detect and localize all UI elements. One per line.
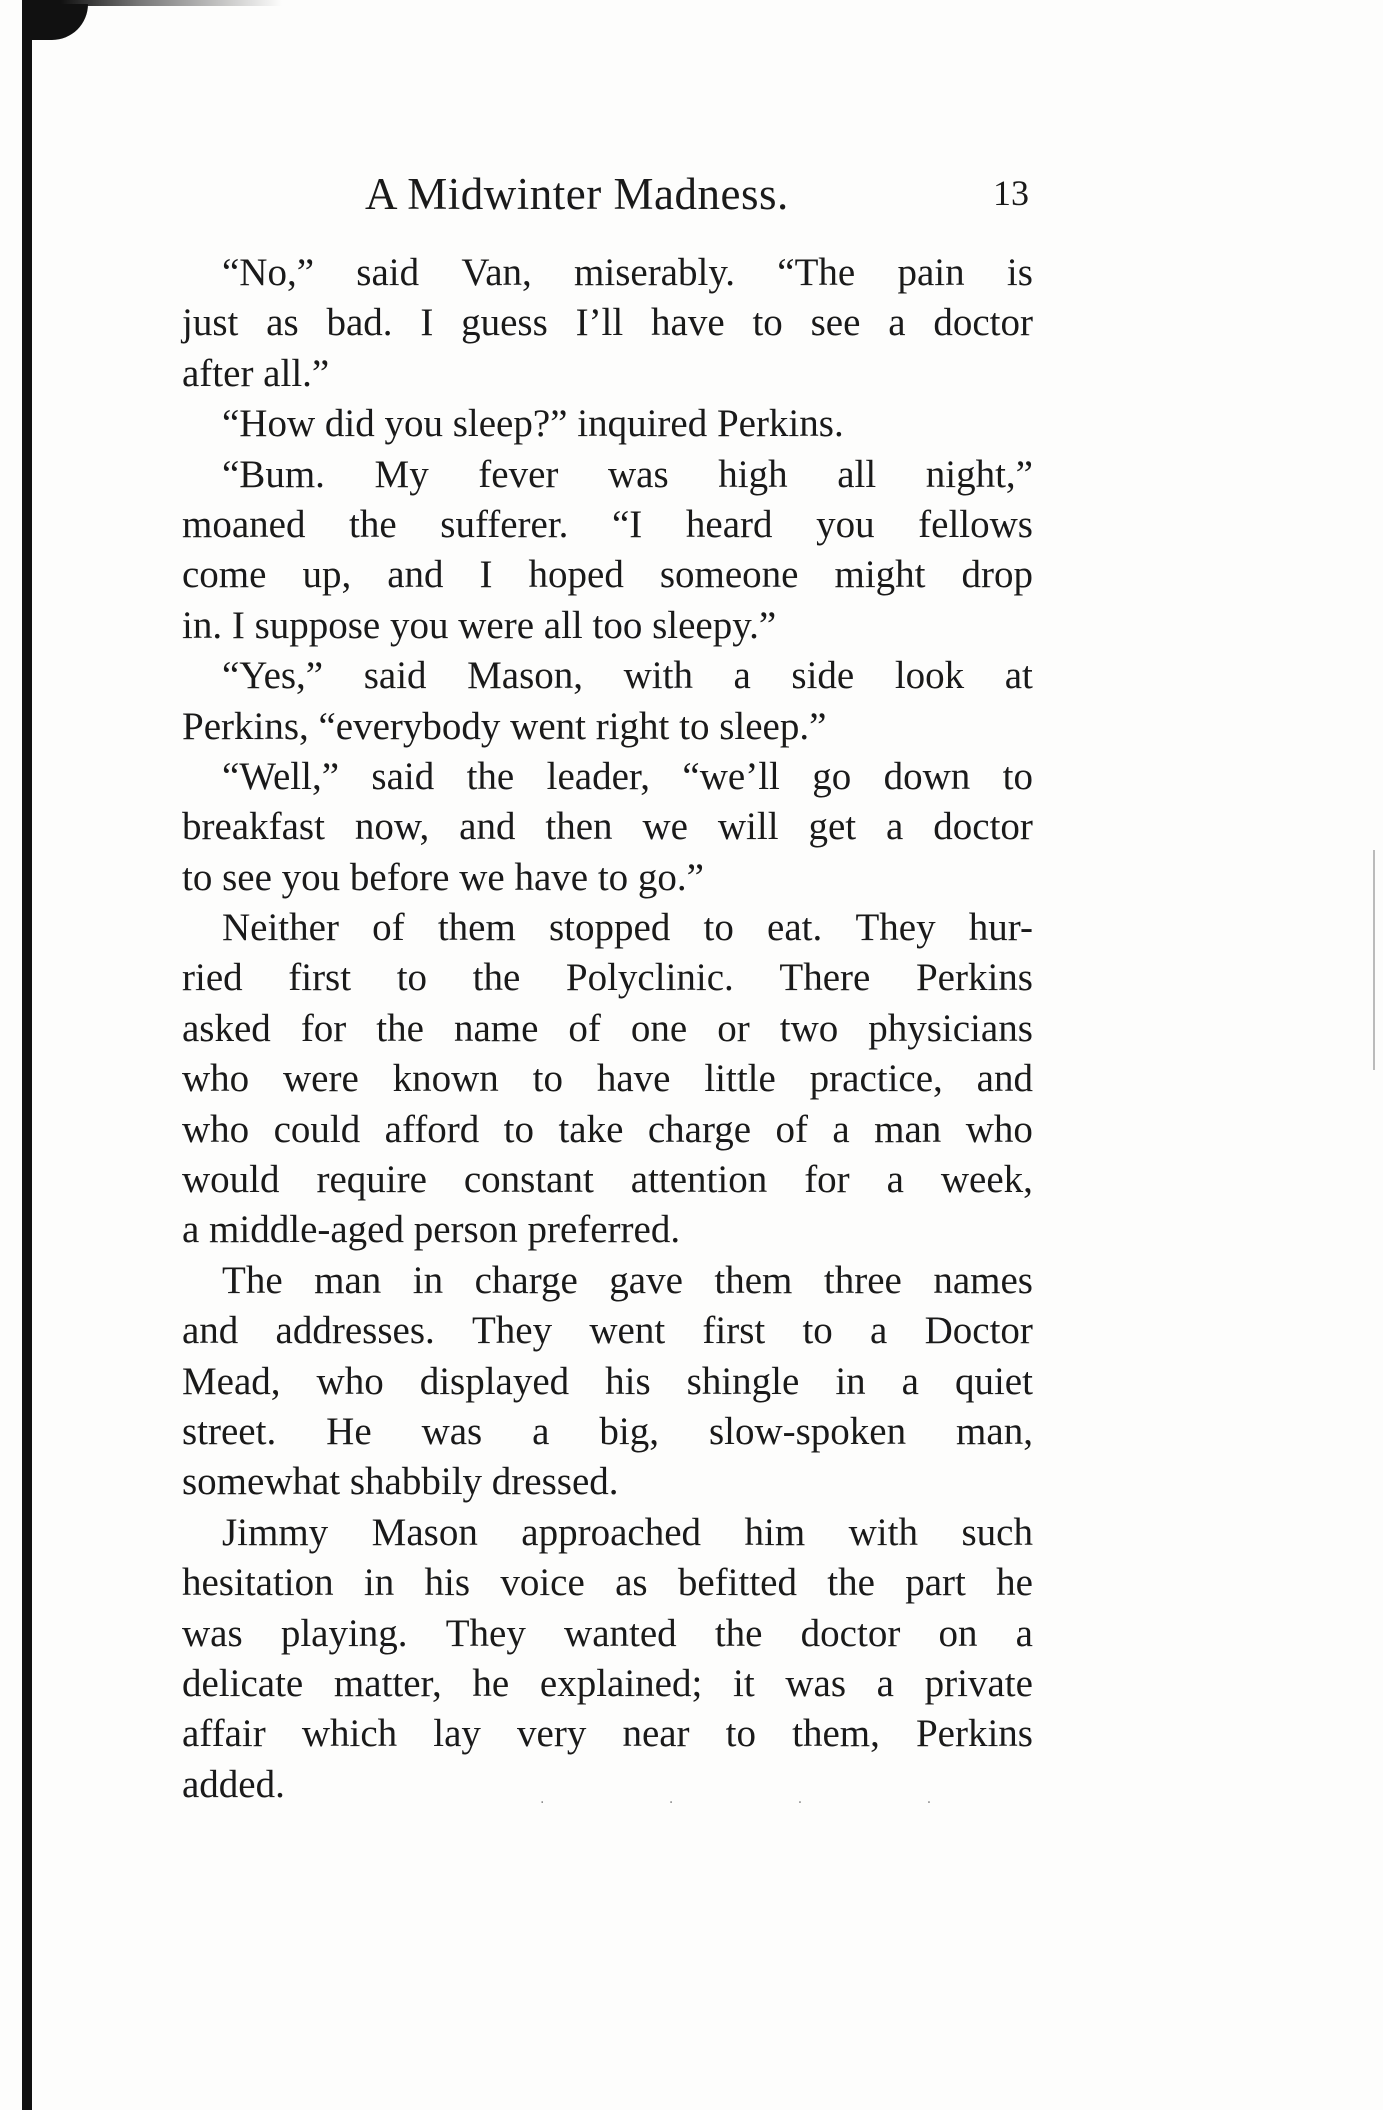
word: Van,	[461, 251, 532, 294]
word: constant	[463, 1158, 594, 1202]
text-line: in. I suppose you were all too sleepy.”	[182, 603, 777, 647]
word: was	[182, 1611, 243, 1655]
word: and	[182, 1309, 239, 1353]
word: Jimmy	[222, 1510, 329, 1554]
word: a	[886, 1158, 904, 1202]
word: stopped	[549, 906, 671, 950]
word: Perkins	[915, 956, 1033, 1000]
word: man	[314, 1258, 382, 1302]
word: have	[596, 1057, 671, 1101]
word: a	[886, 805, 904, 849]
text-line	[182, 450, 1033, 500]
word: doctor	[800, 1611, 901, 1655]
word: look	[894, 654, 965, 698]
word: They	[855, 906, 936, 950]
word: doctor	[933, 805, 1033, 849]
word: “Yes,”	[222, 654, 324, 698]
word: bad.	[326, 301, 393, 345]
word: Doctor	[924, 1309, 1033, 1353]
word: or	[717, 1006, 750, 1050]
word: a	[901, 1359, 919, 1403]
text-line: a middle-aged person preferred.	[182, 1208, 681, 1252]
word: “Well,”	[222, 754, 340, 798]
word: the	[466, 754, 515, 798]
text-line: somewhat shabbily dressed.	[182, 1460, 619, 1504]
binding-edge	[22, 0, 32, 2110]
word: and	[459, 805, 516, 849]
word: someone	[659, 553, 799, 597]
word: voice	[500, 1561, 585, 1605]
word: The	[222, 1258, 283, 1302]
word: of	[568, 1006, 601, 1050]
word: gave	[609, 1258, 683, 1302]
word: breakfast	[182, 805, 325, 849]
word: ried	[182, 956, 243, 1000]
word: come	[182, 553, 267, 597]
word: is	[1006, 251, 1033, 294]
word: we	[642, 805, 688, 849]
word: to	[503, 1107, 535, 1151]
word: asked	[182, 1006, 271, 1050]
word: to	[725, 1712, 756, 1756]
text-line	[182, 1105, 1033, 1155]
text-line	[182, 1407, 1033, 1457]
word: affair	[182, 1712, 266, 1756]
word: in	[363, 1561, 395, 1605]
word: went	[589, 1309, 666, 1353]
text-line	[182, 248, 1033, 298]
word: in	[835, 1359, 866, 1403]
word: who	[182, 1107, 250, 1151]
word: of	[775, 1107, 808, 1151]
word: They	[445, 1611, 526, 1655]
text-line: to see you before we have to go.”	[182, 855, 704, 899]
word: who	[965, 1107, 1033, 1151]
word: such	[961, 1510, 1033, 1554]
word: side	[791, 654, 855, 698]
word: go	[812, 754, 852, 798]
word: see	[810, 301, 861, 345]
word: pain	[897, 251, 965, 294]
word: near	[622, 1712, 690, 1756]
running-head-title: A Midwinter Madness.	[365, 169, 789, 219]
word: practice,	[809, 1057, 943, 1101]
word: were	[283, 1057, 359, 1101]
word: Mead,	[182, 1359, 281, 1403]
word: in	[412, 1258, 444, 1302]
word: require	[316, 1158, 427, 1202]
word: down	[883, 754, 971, 798]
word: was	[608, 452, 669, 496]
word: for	[804, 1158, 850, 1202]
word: would	[182, 1158, 280, 1202]
word: quiet	[954, 1359, 1033, 1403]
word: a	[888, 301, 906, 345]
word: the	[376, 1006, 424, 1050]
word: a	[733, 654, 751, 698]
text-line	[182, 298, 1033, 348]
body-text	[182, 248, 1033, 1810]
word: big,	[599, 1409, 660, 1453]
word: names	[933, 1258, 1033, 1302]
word: Mason,	[467, 654, 584, 698]
text-line	[182, 550, 1033, 600]
word: who	[316, 1359, 384, 1403]
word: I	[420, 301, 434, 345]
word: him	[744, 1510, 806, 1554]
word: “Bum.	[222, 452, 325, 496]
word: all	[837, 452, 877, 496]
word: two	[779, 1006, 839, 1050]
word: high	[718, 452, 788, 496]
text-line	[182, 953, 1033, 1003]
word: three	[823, 1258, 902, 1302]
text-line	[182, 500, 1033, 550]
text-line	[182, 752, 1033, 802]
word: “The	[777, 251, 856, 294]
word: he	[996, 1561, 1033, 1605]
word: “No,”	[222, 251, 315, 294]
word: displayed	[419, 1359, 570, 1403]
word: said	[356, 251, 420, 294]
word: He	[326, 1409, 372, 1453]
text-line: added.	[182, 1762, 285, 1806]
text-line	[182, 1609, 1033, 1659]
word: who	[182, 1057, 250, 1101]
text-line: Perkins, “everybody went right to sleep.”	[182, 704, 827, 748]
word: hur-	[968, 906, 1033, 950]
word: the	[827, 1561, 875, 1605]
word: you	[816, 502, 875, 546]
word: guess	[461, 301, 548, 345]
word: very	[517, 1712, 587, 1756]
word: the	[714, 1611, 763, 1655]
word: afford	[384, 1107, 480, 1151]
word: name	[453, 1006, 539, 1050]
word: hesitation	[182, 1561, 334, 1605]
word: I’ll	[575, 301, 624, 345]
word: his	[424, 1561, 471, 1605]
word: he	[472, 1661, 510, 1705]
word: heard	[685, 502, 773, 546]
word: with	[623, 654, 693, 698]
text-line	[182, 1054, 1033, 1104]
word: might	[834, 553, 926, 597]
word: lay	[433, 1712, 481, 1756]
word: moaned	[182, 502, 306, 546]
word: a	[876, 1661, 894, 1705]
word: with	[848, 1510, 918, 1554]
word: to	[1002, 754, 1033, 798]
text-line: after all.”	[182, 351, 330, 395]
word: them	[714, 1258, 793, 1302]
word: charge	[474, 1258, 578, 1302]
word: the	[472, 956, 521, 1000]
word: on	[938, 1611, 978, 1655]
word: playing.	[280, 1611, 408, 1655]
word: part	[905, 1561, 966, 1605]
word: first	[288, 956, 352, 1000]
word: hoped	[528, 553, 624, 597]
print-specks: · · · ·	[540, 1795, 992, 1811]
word: was	[421, 1409, 483, 1453]
word: fellows	[918, 502, 1033, 546]
word: then	[545, 805, 613, 849]
word: street.	[182, 1409, 277, 1453]
word: to	[532, 1057, 563, 1101]
word: for	[300, 1006, 347, 1050]
word: night,”	[925, 452, 1033, 496]
word: man	[874, 1107, 942, 1151]
page-number: 13	[993, 173, 1029, 213]
text-line	[182, 651, 1033, 701]
word: and	[387, 553, 444, 597]
word: one	[630, 1006, 688, 1050]
text-line	[182, 1508, 1033, 1558]
word: get	[808, 805, 857, 849]
word: them,	[792, 1712, 880, 1756]
word: Perkins	[915, 1712, 1033, 1756]
corner-ink-blot	[28, 4, 88, 40]
word: his	[605, 1359, 651, 1403]
word: just	[182, 301, 239, 345]
word: have	[651, 301, 725, 345]
word: to	[802, 1309, 833, 1353]
word: at	[1004, 654, 1033, 698]
text-line: “How did you sleep?” inquired Perkins.	[222, 402, 844, 446]
word: Polyclinic.	[565, 956, 734, 1000]
word: known	[392, 1057, 499, 1101]
word: fever	[478, 452, 559, 496]
text-line	[182, 1709, 1033, 1759]
word: up,	[302, 553, 352, 597]
word: the	[349, 502, 397, 546]
text-line	[182, 903, 1033, 953]
word: shingle	[686, 1359, 800, 1403]
word: will	[717, 805, 779, 849]
text-line	[182, 802, 1033, 852]
word: a	[1015, 1611, 1033, 1655]
word: sufferer.	[440, 502, 569, 546]
word: little	[704, 1057, 776, 1101]
word: explained;	[539, 1661, 703, 1705]
word: approached	[521, 1510, 702, 1554]
word: slow-spoken	[708, 1409, 907, 1453]
word: “I	[612, 502, 643, 546]
word: it	[733, 1661, 755, 1705]
word: delicate	[182, 1661, 304, 1705]
word: charge	[647, 1107, 752, 1151]
word: leader,	[546, 754, 651, 798]
text-line	[182, 1004, 1033, 1054]
word: “we’ll	[682, 754, 780, 798]
word: man,	[956, 1409, 1033, 1453]
word: matter,	[333, 1661, 442, 1705]
word: said	[371, 754, 435, 798]
word: Neither	[222, 906, 339, 950]
word: befitted	[677, 1561, 797, 1605]
word: attention	[630, 1158, 768, 1202]
word: said	[363, 654, 427, 698]
right-margin-mark	[1373, 850, 1375, 1070]
word: physicians	[868, 1006, 1033, 1050]
text-line	[182, 1357, 1033, 1407]
text-line	[182, 1558, 1033, 1608]
word: a	[532, 1409, 550, 1453]
word: miserably.	[574, 251, 736, 294]
word: week,	[940, 1158, 1033, 1202]
word: a	[832, 1107, 850, 1151]
text-line	[182, 1155, 1033, 1205]
word: of	[372, 906, 405, 950]
word: take	[558, 1107, 624, 1151]
word: wanted	[564, 1611, 677, 1655]
word: to	[396, 956, 428, 1000]
word: them	[437, 906, 516, 950]
word: and	[976, 1057, 1033, 1101]
word: as	[266, 301, 299, 345]
word: Mason	[371, 1510, 478, 1554]
word: They	[471, 1309, 553, 1353]
word: drop	[961, 553, 1033, 597]
word: There	[779, 956, 871, 1000]
word: as	[615, 1561, 648, 1605]
word: to	[752, 301, 783, 345]
word: a	[870, 1309, 888, 1353]
word: My	[374, 452, 429, 496]
text-line	[182, 1306, 1033, 1356]
word: first	[702, 1309, 766, 1353]
word: doctor	[933, 301, 1033, 345]
word: private	[924, 1661, 1033, 1705]
word: was	[785, 1661, 846, 1705]
word: addresses.	[275, 1309, 435, 1353]
word: could	[273, 1107, 361, 1151]
word: to	[703, 906, 734, 950]
text-line	[182, 1256, 1033, 1306]
text-line	[182, 1659, 1033, 1709]
word: eat.	[767, 906, 823, 950]
word: which	[301, 1712, 398, 1756]
word: now,	[354, 805, 430, 849]
word: I	[479, 553, 493, 597]
